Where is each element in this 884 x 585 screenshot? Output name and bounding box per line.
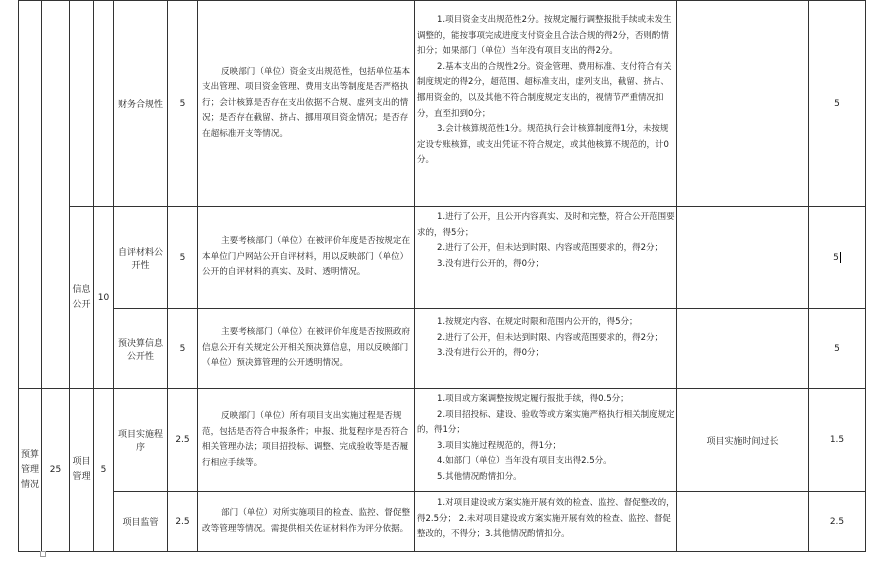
level2-weight[interactable]: 10: [94, 207, 114, 389]
deduction-note[interactable]: [677, 309, 809, 389]
table-row: [19, 492, 866, 552]
score-cell[interactable]: 5: [809, 309, 866, 389]
indicator-name[interactable]: 项目监管: [114, 492, 168, 552]
rule-line: 3.没有进行公开的，得0分；: [437, 348, 545, 359]
evaluation-table: [18, 0, 866, 552]
level1-weight-cell-continued: [42, 1, 70, 389]
rule-line: 3.项目实施过程规范的，得1分；: [437, 440, 562, 451]
deduction-note[interactable]: [677, 207, 809, 309]
rule-line: 3.会计核算规范性1分。规范执行会计核算制度得1分，未按规定设专账核算，或支出凭证不符合规定，或其他核算不规范的，计0分。: [417, 124, 669, 166]
rule-line: 1.项目资金支出规范性2分。按规定履行调整报批手续或未发生调整的，能按事项完成进度支付资金且合法合规的得2分，否则酌情扣分；如果部门（单位）当年没有项目支出的得2分。: [417, 15, 672, 57]
indicator-name[interactable]: 自评材料公开性: [114, 207, 168, 309]
score-cell[interactable]: 1.5: [809, 389, 866, 492]
deduction-note[interactable]: [677, 1, 809, 207]
rule-line: 4.如部门（单位）当年没有项目支出得2.5分。: [437, 456, 612, 467]
indicator-name[interactable]: 项目实施程序: [114, 389, 168, 492]
level2-weight[interactable]: 5: [94, 389, 114, 552]
score-cell[interactable]: 2.5: [809, 492, 866, 552]
rule-line: 3.没有进行公开的，得0分；: [437, 258, 545, 269]
rule-line: 2.项目招投标、建设、验收等或方案实施严格执行相关制度规定的，得1分；: [417, 409, 675, 436]
scoring-rules[interactable]: [415, 389, 677, 492]
indicator-weight[interactable]: 5: [168, 207, 198, 309]
rule-line: 1.项目或方案调整按规定履行报批手续，得0.5分；: [437, 394, 629, 404]
scoring-rules[interactable]: [415, 492, 677, 552]
rule-line: 2.进行了公开，但未达到时限、内容或范围要求的，得2分；: [437, 243, 664, 254]
indicator-weight[interactable]: 2.5: [168, 492, 198, 552]
level1-label-budget-mgmt[interactable]: 预算管理情况: [19, 389, 42, 552]
score-cell[interactable]: [809, 207, 866, 309]
table-row: [19, 207, 866, 309]
deduction-note[interactable]: [677, 492, 809, 552]
level2-weight-cell-continued: [94, 1, 114, 207]
indicator-weight[interactable]: 5: [168, 309, 198, 389]
indicator-description[interactable]: 主要考核部门（单位）在被评价年度是否按规定在本单位门户网站公开自评材料，用以反映部门（单位）公开的自评材料的真实、及时、透明情况。: [198, 207, 415, 309]
level2-label-info-public[interactable]: 信息公开: [70, 207, 94, 389]
scoring-rules[interactable]: [415, 207, 677, 309]
table-row: [19, 309, 866, 389]
level2-cell-continued: [70, 1, 94, 207]
paragraph-mark: [40, 551, 46, 557]
indicator-weight[interactable]: 5: [168, 1, 198, 207]
scoring-rules[interactable]: [415, 309, 677, 389]
deduction-note[interactable]: 项目实施时间过长: [677, 389, 809, 492]
table-row: [19, 1, 866, 207]
table-row: [19, 389, 866, 492]
scoring-rules[interactable]: [415, 1, 677, 207]
rule-line: 1.对项目建设或方案实施开展有效的检查、监控、督促整改的，得2.5分； 2.未对项目建设或方案实施开展有效的检查、监控、督促整改的，不得分；3.其他情况酌情扣分。: [417, 498, 675, 540]
indicator-description[interactable]: 反映部门（单位）资金支出规范性，包括单位基本支出管理、项目资金管理、费用支出等制度是否严格执行；会计核算是否存在支出依据不合规、虚列支出的情况；是否存在截留、挤占、挪用项目资金情况；是否存在超标准开支等情况。: [198, 1, 415, 207]
level1-cell-continued: [19, 1, 42, 389]
indicator-name[interactable]: 财务合规性: [114, 1, 168, 207]
rule-line: 1.进行了公开，且公开内容真实、及时和完整，符合公开范围要求的，得5分；: [417, 212, 675, 238]
text-cursor: [840, 252, 841, 263]
rule-line: 2.基本支出的合规性2分。资金管理、费用标准、支付符合有关制度规定的得2分，超范围、超标准支出，虚列支出，截留、挤占、挪用资金的，以及其他不符合制度规定支出的，视情节严重情况扣分，直至扣到0分；: [417, 61, 672, 119]
rule-line: 2.进行了公开，但未达到时限、内容或范围要求的，得2分；: [437, 332, 664, 343]
level2-label-project-mgmt[interactable]: 项目管理: [70, 389, 94, 552]
score-cell[interactable]: 5: [809, 1, 866, 207]
rule-line: 1.按规定内容、在规定时限和范围内公开的，得5分；: [437, 317, 638, 327]
indicator-name[interactable]: 预决算信息公开性: [114, 309, 168, 389]
score-value: 5: [833, 253, 839, 263]
indicator-description[interactable]: 主要考核部门（单位）在被评价年度是否按照政府信息公开有关规定公开相关预决算信息，用以反映部门（单位）预决算管理的公开透明情况。: [198, 309, 415, 389]
level1-weight[interactable]: 25: [42, 389, 70, 552]
rule-line: 5.其他情况酌情扣分。: [437, 471, 522, 482]
indicator-description[interactable]: 反映部门（单位）所有项目支出实施过程是否规范，包括是否符合申报条件；申报、批复程序是否符合相关管理办法；项目招投标、调整、完成验收等是否履行相应手续等。: [198, 389, 415, 492]
indicator-description[interactable]: 部门（单位）对所实施项目的检查、监控、督促整改等管理等情况。需提供相关佐证材料作为评分依据。: [198, 492, 415, 552]
indicator-weight[interactable]: 2.5: [168, 389, 198, 492]
